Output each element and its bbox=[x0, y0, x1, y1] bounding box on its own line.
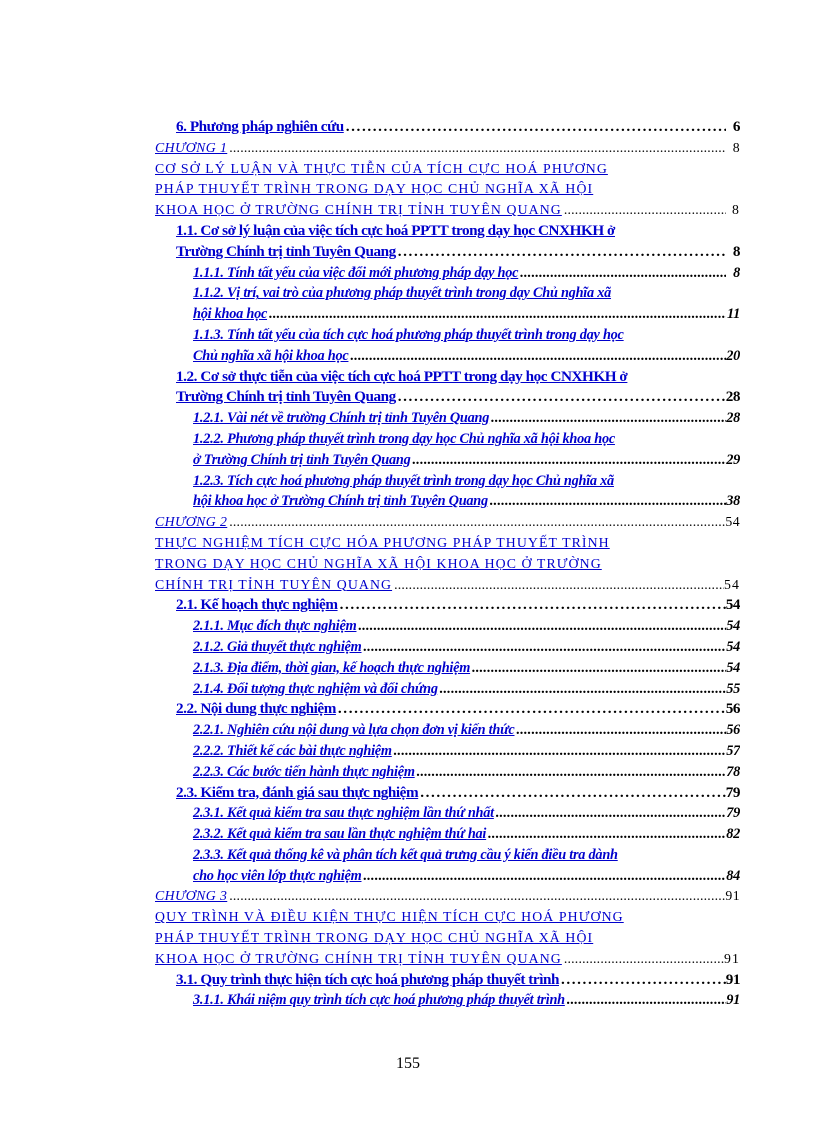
toc-leader-dots bbox=[392, 741, 726, 762]
toc-leader-dots bbox=[267, 304, 726, 325]
toc-entry-link[interactable]: 2.3. Kiểm tra, đánh giá sau thực nghiệm bbox=[176, 783, 419, 801]
toc-page-number: 54 bbox=[726, 659, 740, 676]
toc-leader-dots bbox=[486, 824, 726, 845]
toc-entry[interactable] bbox=[155, 450, 740, 471]
toc-leader-dots bbox=[336, 699, 726, 720]
toc-entry[interactable] bbox=[155, 242, 740, 263]
toc-page-number: 6 bbox=[732, 118, 740, 135]
toc-entry-link[interactable]: 2.3.3. Kết quả thống kê và phân tích kết quả trưng cầu ý kiến điều tra dành bbox=[193, 846, 618, 863]
table-of-contents bbox=[155, 117, 740, 1011]
toc-entry-link[interactable]: 2.1.2. Giả thuyết thực nghiệm bbox=[193, 638, 362, 655]
toc-page-number: 54 bbox=[724, 576, 740, 592]
toc-entry[interactable] bbox=[155, 658, 740, 679]
toc-page-number: 8 bbox=[732, 242, 740, 260]
toc-entry[interactable] bbox=[155, 200, 740, 221]
toc-page-number: 54 bbox=[725, 596, 740, 614]
toc-entry-link[interactable]: Chủ nghĩa xã hội khoa học bbox=[193, 347, 349, 364]
toc-entry-link[interactable]: 1.2.2. Phương pháp thuyết trình trong dạy học Chủ nghĩa xã hội khoa học bbox=[193, 430, 615, 447]
toc-entry-link[interactable]: TRONG DẠY HỌC CHỦ NGHĨA XÃ HỘI KHOA HỌC Ở TRƯỜNG bbox=[155, 555, 602, 571]
toc-entry-link[interactable]: 2.1.3. Địa điểm, thời gian, kế hoạch thực nghiệm bbox=[193, 659, 471, 676]
toc-entry-link[interactable]: 1.2. Cơ sở thực tiễn của việc tích cực hoá PPTT trong dạy học CNXHKH ở bbox=[176, 367, 628, 385]
toc-entry-link[interactable]: 1.2.1. Vài nét về trường Chính trị tỉnh Tuyên Quang bbox=[193, 410, 490, 427]
toc-entry-link[interactable]: 2.3.2. Kết quả kiểm tra sau lần thực nghiệm thứ hai bbox=[193, 826, 487, 843]
toc-page-number: 79 bbox=[726, 805, 740, 822]
toc-entry-link[interactable]: THỰC NGHIỆM TÍCH CỰC HÓA PHƯƠNG PHÁP THUYẾT TRÌNH bbox=[155, 534, 610, 550]
toc-page-number: 54 bbox=[726, 618, 740, 635]
toc-entry-link[interactable]: 1.1. Cơ sở lý luận của việc tích cực hoá PPTT trong dạy học CNXHKH ở bbox=[176, 221, 615, 239]
toc-entry[interactable] bbox=[155, 699, 740, 720]
toc-page-number: 54 bbox=[725, 514, 740, 530]
toc-entry-link[interactable]: CHƯƠNG 1 bbox=[155, 139, 228, 155]
toc-entry-link[interactable]: Trường Chính trị tỉnh Tuyên Quang bbox=[176, 388, 396, 406]
toc-entry[interactable] bbox=[155, 554, 740, 575]
toc-entry[interactable] bbox=[155, 325, 740, 346]
toc-entry[interactable] bbox=[155, 512, 740, 533]
toc-leader-dots bbox=[396, 387, 726, 408]
toc-entry[interactable] bbox=[155, 221, 740, 242]
toc-leader-dots bbox=[344, 117, 726, 138]
toc-page-number: 28 bbox=[726, 410, 740, 427]
toc-entry-link[interactable]: CHƯƠNG 3 bbox=[155, 888, 228, 904]
toc-entry[interactable] bbox=[155, 429, 740, 450]
toc-leader-dots bbox=[227, 138, 726, 159]
toc-page-number: 8 bbox=[733, 264, 740, 281]
toc-page-number: 82 bbox=[726, 826, 740, 843]
toc-entry-link[interactable]: 2.2.2. Thiết kế các bài thực nghiệm bbox=[193, 742, 392, 759]
toc-leader-dots bbox=[411, 450, 726, 471]
toc-leader-dots bbox=[348, 346, 726, 367]
toc-entry[interactable] bbox=[155, 179, 740, 200]
toc-entry-link[interactable]: 2.2.1. Nghiên cứu nội dung và lựa chọn đơn vị kiến thức bbox=[193, 722, 515, 739]
toc-leader-dots bbox=[356, 616, 726, 637]
toc-page-number: 8 bbox=[732, 202, 740, 218]
toc-leader-dots bbox=[438, 679, 726, 700]
toc-entry-link[interactable]: 1.1.1. Tính tất yếu của việc đổi mới phương pháp dạy học bbox=[193, 264, 519, 281]
toc-page-number: 78 bbox=[726, 763, 740, 780]
toc-entry-link[interactable]: 6. Phương pháp nghiên cứu bbox=[176, 118, 344, 135]
toc-entry[interactable] bbox=[155, 949, 740, 970]
toc-leader-dots bbox=[559, 970, 726, 991]
toc-entry[interactable] bbox=[155, 824, 740, 845]
toc-entry-link[interactable]: PHÁP THUYẾT TRÌNH TRONG DẠY HỌC CHỦ NGHĨA XÃ HỘI bbox=[155, 181, 594, 197]
toc-leader-dots bbox=[518, 263, 726, 284]
toc-entry[interactable] bbox=[155, 408, 740, 429]
toc-entry[interactable] bbox=[155, 866, 740, 887]
toc-entry-link[interactable]: 3.1.1. Khái niệm quy trình tích cực hoá phương pháp thuyết trình bbox=[193, 992, 565, 1009]
toc-entry-link[interactable]: 1.1.3. Tính tất yếu của tích cực hoá phương pháp thuyết trình trong dạy học bbox=[193, 326, 624, 343]
toc-leader-dots bbox=[415, 762, 726, 783]
page-number: 155 bbox=[396, 1055, 420, 1072]
toc-page-number: 8 bbox=[732, 139, 740, 155]
toc-entry[interactable] bbox=[155, 741, 740, 762]
toc-leader-dots bbox=[562, 200, 726, 221]
toc-entry[interactable] bbox=[155, 159, 740, 180]
toc-entry[interactable] bbox=[155, 117, 740, 138]
toc-page-number: 91 bbox=[726, 992, 740, 1009]
toc-entry-link[interactable]: 2.2. Nội dung thực nghiệm bbox=[176, 700, 336, 718]
toc-page-number: 38 bbox=[726, 493, 740, 510]
toc-entry[interactable] bbox=[155, 845, 740, 866]
toc-page-number: 54 bbox=[726, 638, 740, 655]
toc-page-number: 91 bbox=[724, 950, 740, 966]
toc-leader-dots bbox=[338, 595, 726, 616]
toc-entry[interactable] bbox=[155, 783, 740, 804]
toc-entry-link[interactable]: 1.2.3. Tích cực hoá phương pháp thuyết trình trong dạy học Chủ nghĩa xã bbox=[193, 472, 614, 489]
toc-entry[interactable] bbox=[155, 346, 740, 367]
toc-leader-dots bbox=[418, 783, 726, 804]
toc-page-number: 91 bbox=[725, 888, 740, 904]
toc-entry-link[interactable]: ở Trường Chính trị tỉnh Tuyên Quang bbox=[193, 451, 411, 468]
toc-entry-link[interactable]: PHÁP THUYẾT TRÌNH TRONG DẠY HỌC CHỦ NGHĨA XÃ HỘI bbox=[155, 930, 594, 946]
toc-entry[interactable] bbox=[155, 990, 740, 1011]
toc-entry-link[interactable]: 2.1.4. Đối tượng thực nghiệm và đối chứng bbox=[193, 680, 438, 697]
toc-entry[interactable] bbox=[155, 637, 740, 658]
toc-leader-dots bbox=[514, 720, 726, 741]
toc-entry[interactable] bbox=[155, 595, 740, 616]
toc-entry[interactable] bbox=[155, 762, 740, 783]
toc-page-number: 11 bbox=[726, 306, 740, 323]
toc-entry[interactable] bbox=[155, 387, 740, 408]
toc-entry-link[interactable]: Trường Chính trị tỉnh Tuyên Quang bbox=[176, 242, 396, 260]
toc-leader-dots bbox=[470, 658, 726, 679]
toc-entry[interactable] bbox=[155, 138, 740, 159]
toc-entry[interactable] bbox=[155, 367, 740, 388]
toc-entry[interactable] bbox=[155, 263, 740, 284]
toc-leader-dots bbox=[362, 866, 727, 887]
toc-entry[interactable] bbox=[155, 616, 740, 637]
toc-page-number: 56 bbox=[726, 722, 740, 739]
toc-entry[interactable] bbox=[155, 533, 740, 554]
toc-page-number: 79 bbox=[725, 783, 740, 801]
toc-entry[interactable] bbox=[155, 886, 740, 907]
toc-entry[interactable] bbox=[155, 679, 740, 700]
toc-entry-link[interactable]: 3.1. Quy trình thực hiện tích cực hoá phương pháp thuyết trình bbox=[176, 970, 559, 988]
toc-entry-link[interactable]: 2.3.1. Kết quả kiểm tra sau thực nghiệm lần thứ nhất bbox=[193, 805, 494, 822]
toc-entry[interactable] bbox=[155, 491, 740, 512]
toc-entry[interactable] bbox=[155, 304, 740, 325]
toc-entry-link[interactable]: hội khoa học bbox=[193, 306, 268, 323]
toc-leader-dots bbox=[392, 575, 724, 596]
toc-page-number: 56 bbox=[725, 700, 740, 718]
toc-page-number: 55 bbox=[726, 680, 740, 697]
toc-entry-link[interactable]: 1.1.2. Vị trí, vai trò của phương pháp thuyết trình trong dạy Chủ nghĩa xã bbox=[193, 285, 612, 302]
toc-leader-dots bbox=[489, 408, 726, 429]
toc-entry-link[interactable]: 2.1. Kế hoạch thực nghiệm bbox=[176, 596, 338, 614]
toc-entry-link[interactable]: CHÍNH TRỊ TỈNH TUYÊN QUANG bbox=[155, 576, 393, 592]
toc-page-number: 28 bbox=[725, 388, 740, 406]
toc-page-number: 57 bbox=[726, 742, 740, 759]
toc-entry-link[interactable]: cho học viên lớp thực nghiệm bbox=[193, 867, 362, 884]
toc-entry-link[interactable]: 2.1.1. Mục đích thực nghiệm bbox=[193, 618, 357, 635]
toc-leader-dots bbox=[488, 491, 726, 512]
toc-page-number: 20 bbox=[726, 347, 740, 364]
toc-entry[interactable] bbox=[155, 720, 740, 741]
toc-leader-dots bbox=[562, 949, 724, 970]
toc-entry-link[interactable]: 2.2.3. Các bước tiến hành thực nghiệm bbox=[193, 763, 415, 780]
toc-leader-dots bbox=[494, 803, 726, 824]
toc-entry[interactable] bbox=[155, 803, 740, 824]
toc-page-number: 91 bbox=[725, 970, 740, 988]
toc-entry-link[interactable]: CƠ SỞ LÝ LUẬN VÀ THỰC TIỄN CỦA TÍCH CỰC HOÁ PHƯƠNG bbox=[155, 160, 608, 176]
toc-leader-dots bbox=[396, 242, 726, 263]
toc-entry-link[interactable]: KHOA HỌC Ở TRƯỜNG CHÍNH TRỊ TỈNH TUYÊN QUANG bbox=[155, 202, 562, 218]
toc-leader-dots bbox=[227, 886, 725, 907]
toc-page-number: 29 bbox=[726, 451, 740, 468]
toc-entry[interactable] bbox=[155, 471, 740, 492]
toc-entry-link[interactable]: KHOA HỌC Ở TRƯỜNG CHÍNH TRỊ TỈNH TUYÊN QUANG bbox=[155, 950, 562, 966]
toc-entry[interactable] bbox=[155, 575, 740, 596]
toc-leader-dots bbox=[565, 990, 726, 1011]
toc-entry[interactable] bbox=[155, 970, 740, 991]
toc-entry[interactable] bbox=[155, 928, 740, 949]
toc-entry[interactable] bbox=[155, 907, 740, 928]
toc-entry-link[interactable]: QUY TRÌNH VÀ ĐIỀU KIỆN THỰC HIỆN TÍCH CỰC HOÁ PHƯƠNG bbox=[155, 909, 624, 925]
toc-leader-dots bbox=[362, 637, 726, 658]
toc-page-number: 84 bbox=[726, 867, 740, 884]
toc-entry-link[interactable]: hội khoa học ở Trường Chính trị tỉnh Tuyên Quang bbox=[193, 493, 488, 510]
toc-leader-dots bbox=[227, 512, 725, 533]
toc-entry[interactable] bbox=[155, 283, 740, 304]
toc-entry-link[interactable]: CHƯƠNG 2 bbox=[155, 514, 228, 530]
